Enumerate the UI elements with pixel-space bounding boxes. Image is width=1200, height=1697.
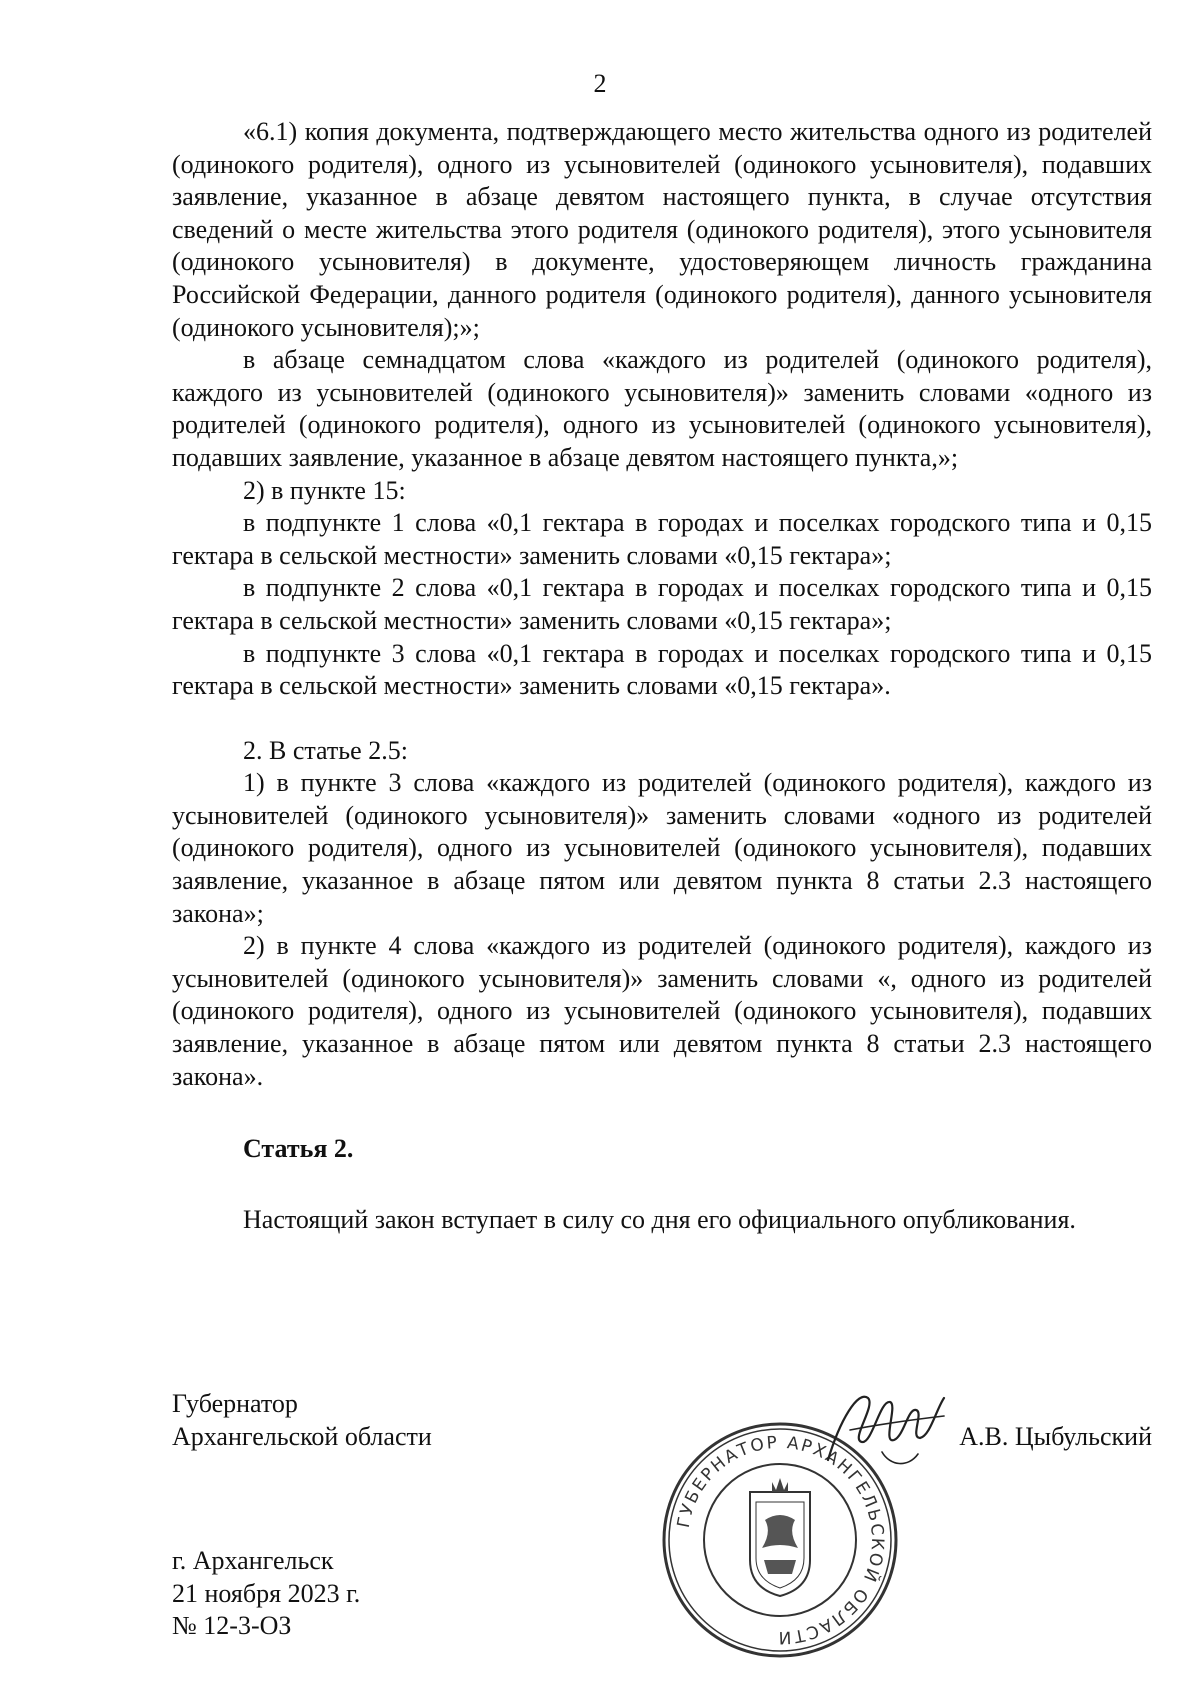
paragraph: 2. В статье 2.5: [243,735,408,765]
paragraph: в подпункте 3 слова «0,1 гектара в городах и поселках городского типа и 0,15 гектара в сельской местности» заменить словами «0,15 гектара». [172,638,1152,701]
paragraph: 1) в пункте 3 слова «каждого из родителей (одинокого родителя), каждого из усыновителей (одинокого усыновителя)» заменить словами «одного из родителей (одинокого родителя), одного из усыновителей (одинокого усыновителя), подавших заявление, указанное в абзаце пятом или девятом пункта 8 статьи 2.3 настоящего закона»; [172,768,1152,928]
handwritten-signature-icon [820,1380,950,1475]
paragraph: 2) в пункте 15: [243,475,406,505]
date-line: 21 ноября 2023 г. [172,1578,361,1608]
paragraph: Настоящий закон вступает в силу со дня его официального опубликования. [243,1204,1076,1234]
city-line: г. Архангельск [172,1546,334,1575]
place-date-number [172,1545,360,1643]
paragraph: «6.1) копия документа, подтверждающего место жительства одного из родителей (одинокого родителя), одного из усыновителей (одинокого усыновителя), подавших заявление, указанное в абзаце девятом настоящего пункта, в случае отсутствия сведений о месте жительства этого родителя (одинокого родителя), этого усыновителя (одинокого усыновителя) в документе, удостоверяющем личность гражданина Российской Федерации, данного родителя (одинокого родителя), данного усыновителя (одинокого усыновителя);»; [172,117,1152,342]
paragraph: в подпункте 2 слова «0,1 гектара в городах и поселках городского типа и 0,15 гектара в сельской местности» заменить словами «0,15 гектара»; [172,573,1152,635]
document-body [172,116,1152,1236]
signatory-title [172,1388,432,1453]
page-number: 2 [593,69,607,98]
paragraph: в подпункте 1 слова «0,1 гектара в городах и поселках городского типа и 0,15 гектара в сельской местности» заменить словами «0,15 гектара»; [172,508,1152,570]
coat-of-arms-icon [750,1478,810,1596]
paragraph: в абзаце семнадцатом слова «каждого из родителей (одинокого родителя), каждого из усыновителей (одинокого усыновителя)» заменить словами «одного из родителей (одинокого родителя), одного из усыновителей (одинокого усыновителя), подавших заявление, указанное в абзаце девятом настоящего пункта,»; [172,345,1152,472]
paragraph: 2) в пункте 4 слова «каждого из родителей (одинокого родителя), каждого из усыновителей (одинокого усыновителя)» заменить словами «, одного из родителей (одинокого родителя), одного из усыновителей (одинокого усыновителя), подавших заявление, указанное в абзаце пятом или девятом пункта 8 статьи 2.3 настоящего закона». [172,931,1152,1091]
signatory-name: А.В. Цыбульский [959,1422,1152,1451]
article-heading: Статья 2. [243,1134,354,1164]
seal-text: ГУБЕРНАТОР АРХАНГЕЛЬСКОЙ ОБЛАСТИ [673,1432,888,1648]
signatory-title-line: Архангельской области [172,1421,432,1451]
law-number: № 12-3-ОЗ [172,1611,292,1641]
signatory-title-line: Губернатор [172,1389,298,1418]
